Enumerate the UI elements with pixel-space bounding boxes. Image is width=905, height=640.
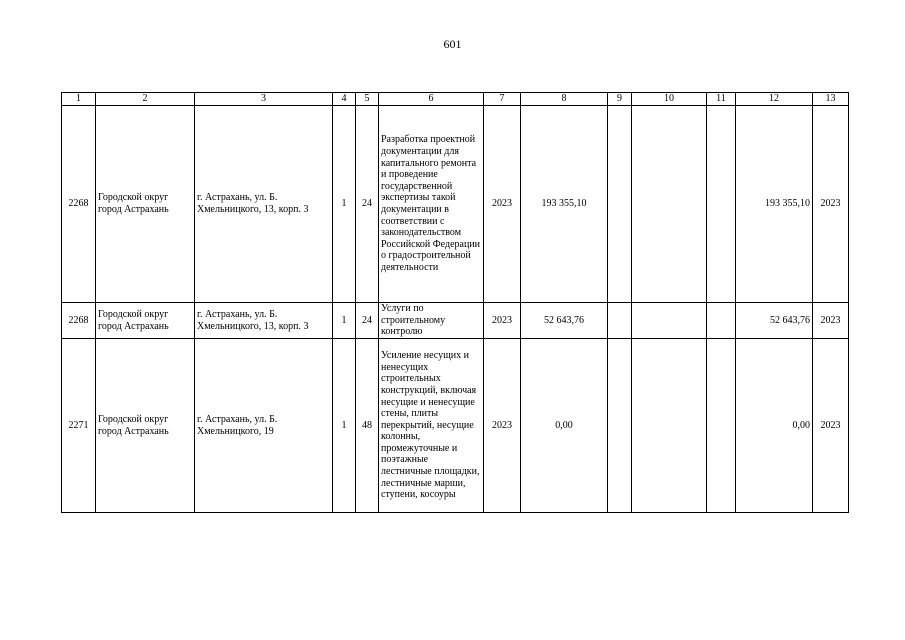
cell-municipality: Городской округ город Астрахань xyxy=(96,339,195,513)
cell-address: г. Астрахань, ул. Б. Хмельницкого, 19 xyxy=(195,339,333,513)
cell-col5: 24 xyxy=(356,106,379,303)
cell-municipality: Городской округ город Астрахань xyxy=(96,106,195,303)
table-row xyxy=(62,303,849,339)
col-header-13: 13 xyxy=(813,93,849,106)
header-row xyxy=(62,93,849,106)
cell-col5: 24 xyxy=(356,303,379,339)
cell-col12: 0,00 xyxy=(736,339,813,513)
col-header-10: 10 xyxy=(632,93,707,106)
cell-col11 xyxy=(707,339,736,513)
col-header-2: 2 xyxy=(96,93,195,106)
cell-municipality: Городской округ город Астрахань xyxy=(96,303,195,339)
cell-col13: 2023 xyxy=(813,339,849,513)
cell-year: 2023 xyxy=(484,106,521,303)
cell-col10 xyxy=(632,106,707,303)
cell-col9 xyxy=(608,303,632,339)
cell-number: 2268 xyxy=(62,303,96,339)
col-header-4: 4 xyxy=(333,93,356,106)
cell-col12: 193 355,10 xyxy=(736,106,813,303)
page-number: 601 xyxy=(443,37,462,51)
cell-year: 2023 xyxy=(484,339,521,513)
cell-col13: 2023 xyxy=(813,303,849,339)
col-header-6: 6 xyxy=(379,93,484,106)
cell-address: г. Астрахань, ул. Б. Хмельницкого, 13, корп. 3 xyxy=(195,303,333,339)
cell-col4: 1 xyxy=(333,106,356,303)
cell-work-type: Услуги по строительному контролю xyxy=(379,303,484,339)
col-header-5: 5 xyxy=(356,93,379,106)
cell-col9 xyxy=(608,106,632,303)
cell-col5: 48 xyxy=(356,339,379,513)
cell-work-type: Усиление несущих и ненесущих строительных конструкций, включая несущие и ненесущие стены, плиты перекрытий, несущие колонны, промежуточные и поэтажные лестничные площадки, лестничные марши, ступени, косоуры xyxy=(379,339,484,513)
col-header-1: 1 xyxy=(62,93,96,106)
cell-col9 xyxy=(608,339,632,513)
col-header-11: 11 xyxy=(707,93,736,106)
col-header-3: 3 xyxy=(195,93,333,106)
cell-total-cost: 0,00 xyxy=(521,339,608,513)
cell-col10 xyxy=(632,339,707,513)
cell-col4: 1 xyxy=(333,339,356,513)
cell-number: 2271 xyxy=(62,339,96,513)
cell-col11 xyxy=(707,303,736,339)
cell-col11 xyxy=(707,106,736,303)
cell-total-cost: 52 643,76 xyxy=(521,303,608,339)
cell-col12: 52 643,76 xyxy=(736,303,813,339)
cell-year: 2023 xyxy=(484,303,521,339)
cell-work-type: Разработка проектной документации для капитального ремонта и проведение государственной экспертизы такой документации в соответствии с законодательством Российской Федерации о градостроительной деятельности xyxy=(379,106,484,303)
col-header-9: 9 xyxy=(608,93,632,106)
col-header-8: 8 xyxy=(521,93,608,106)
cell-col4: 1 xyxy=(333,303,356,339)
cell-number: 2268 xyxy=(62,106,96,303)
cell-col10 xyxy=(632,303,707,339)
repair-registry-table xyxy=(61,92,849,513)
col-header-7: 7 xyxy=(484,93,521,106)
table-row xyxy=(62,106,849,303)
cell-address: г. Астрахань, ул. Б. Хмельницкого, 13, корп. 3 xyxy=(195,106,333,303)
cell-col13: 2023 xyxy=(813,106,849,303)
col-header-12: 12 xyxy=(736,93,813,106)
cell-total-cost: 193 355,10 xyxy=(521,106,608,303)
table-row xyxy=(62,339,849,513)
